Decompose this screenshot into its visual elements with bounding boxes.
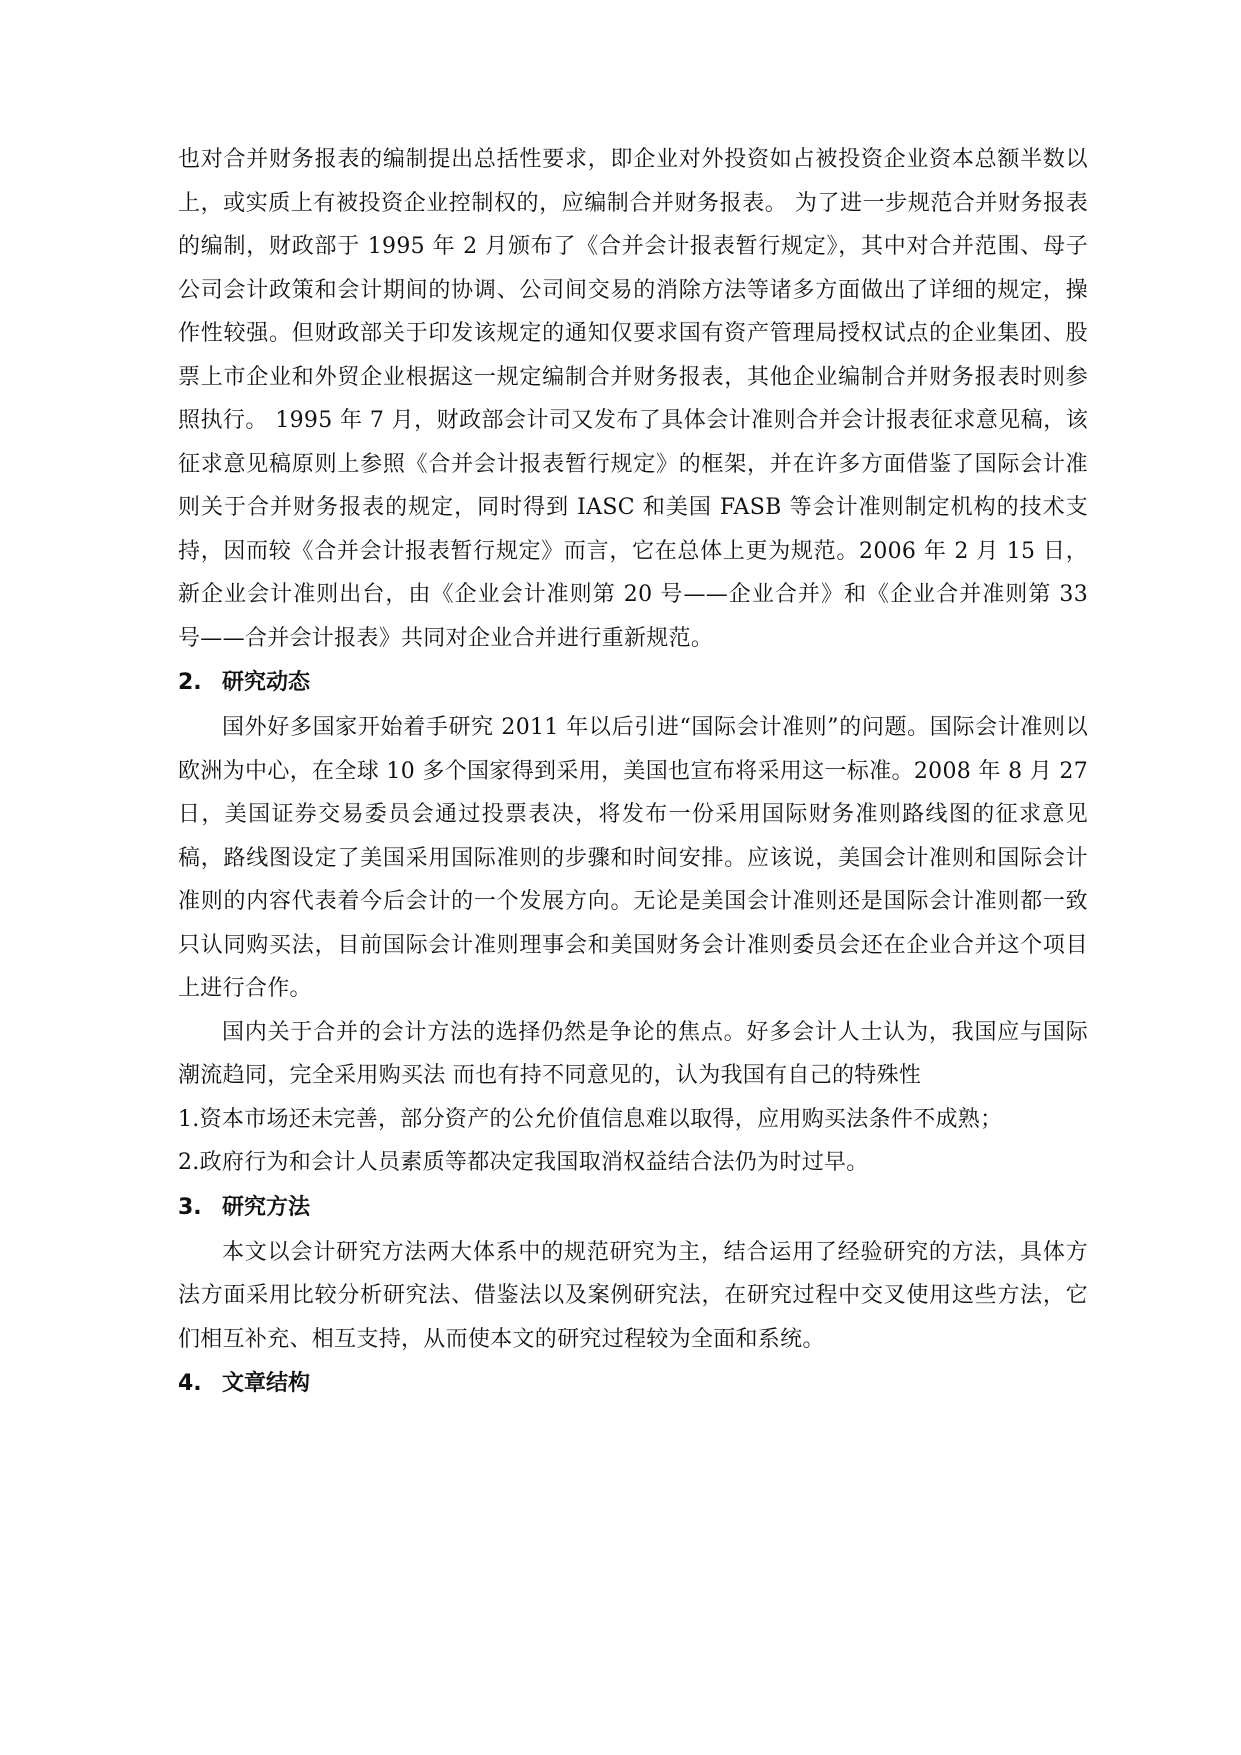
section-number: 3. [178, 1194, 202, 1220]
section-heading-research-trends [178, 660, 1088, 706]
research-methods-paragraph: 本文以会计研究方法两大体系中的规范研究为主，结合运用了经验研究的方法，具体方法方面采用比较分析研究法、借鉴法以及案例研究法，在研究过程中交叉使用这些方法，它们相互补充、相互支持，从而使本文的研究过程较为全面和系统。 [178, 1239, 1088, 1352]
section-number: 4. [178, 1371, 202, 1396]
list-item: 1.资本市场还未完善，部分资产的公允价值信息难以取得，应用购买法条件不成熟； [178, 1106, 1003, 1132]
list-item: 2.政府行为和会计人员素质等都决定我国取消权益结合法仍为时过早。 [178, 1150, 869, 1175]
section-title: 研究方法 [222, 1194, 311, 1220]
section-title: 研究动态 [222, 670, 311, 695]
section-heading-research-methods [178, 1185, 1088, 1231]
section-heading-article-structure [178, 1361, 1088, 1407]
research-trends-paragraph-domestic: 国内关于合并的会计方法的选择仍然是争论的焦点。好多会计人士认为，我国应与国际潮流趋同，完全采用购买法 而也有持不同意见的，认为我国有自己的特殊性 [178, 1019, 1088, 1088]
section-title: 文章结构 [222, 1371, 311, 1396]
document-body [178, 138, 1088, 1407]
research-trends-paragraph-foreign: 国外好多国家开始着手研究 2011 年以后引进“国际会计准则”的问题。国际会计准则以欧洲为中心，在全球 10 多个国家得到采用，美国也宣布将采用这一标准。2008 年 8 月 27 日，美国证券交易委员会通过投票表决，将发布一份采用国际财务准则路线图的征求意见稿，路线图设定了美国采用国际准则的步骤和时间安排。应该说，美国会计准则和国际会计准则的内容代表着今后会计的一个发展方向。无论是美国会计准则还是国际会计准则都一致只认同购买法，目前国际会计准则理事会和美国财务会计准则委员会还在企业合并这个项目上进行合作。 [178, 715, 1088, 1001]
intro-paragraph: 也对合并财务报表的编制提出总括性要求，即企业对外投资如占被投资企业资本总额半数以上，或实质上有被投资企业控制权的，应编制合并财务报表。 为了进一步规范合并财务报表的编制，财政部于 1995 年 2 月颁布了《合并会计报表暂行规定》，其中对合并范围、母子公司会计政策和会计期间的协调、公司间交易的消除方法等诸多方面做出了详细的规定，操作性较强。但财政部关于印发该规定的通知仅要求国有资产管理局授权试点的企业集团、股票上市企业和外贸企业根据这一规定编制合并财务报表，其他企业编制合并财务报表时则参照执行。 1995 年 7 月，财政部会计司又发布了具体会计准则合并会计报表征求意见稿，该征求意见稿原则上参照《合并会计报表暂行规定》的框架，并在许多方面借鉴了国际会计准则关于合并财务报表的规定，同时得到 IASC 和美国 FASB 等会计准则制定机构的技术支持，因而较《合并会计报表暂行规定》而言，它在总体上更为规范。2006 年 2 月 15 日，新企业会计准则出台，由《企业会计准则第 20 号——企业合并》和《企业合并准则第 33 号——合并会计报表》共同对企业合并进行重新规范。 [178, 147, 1088, 651]
section-number: 2. [178, 670, 202, 695]
